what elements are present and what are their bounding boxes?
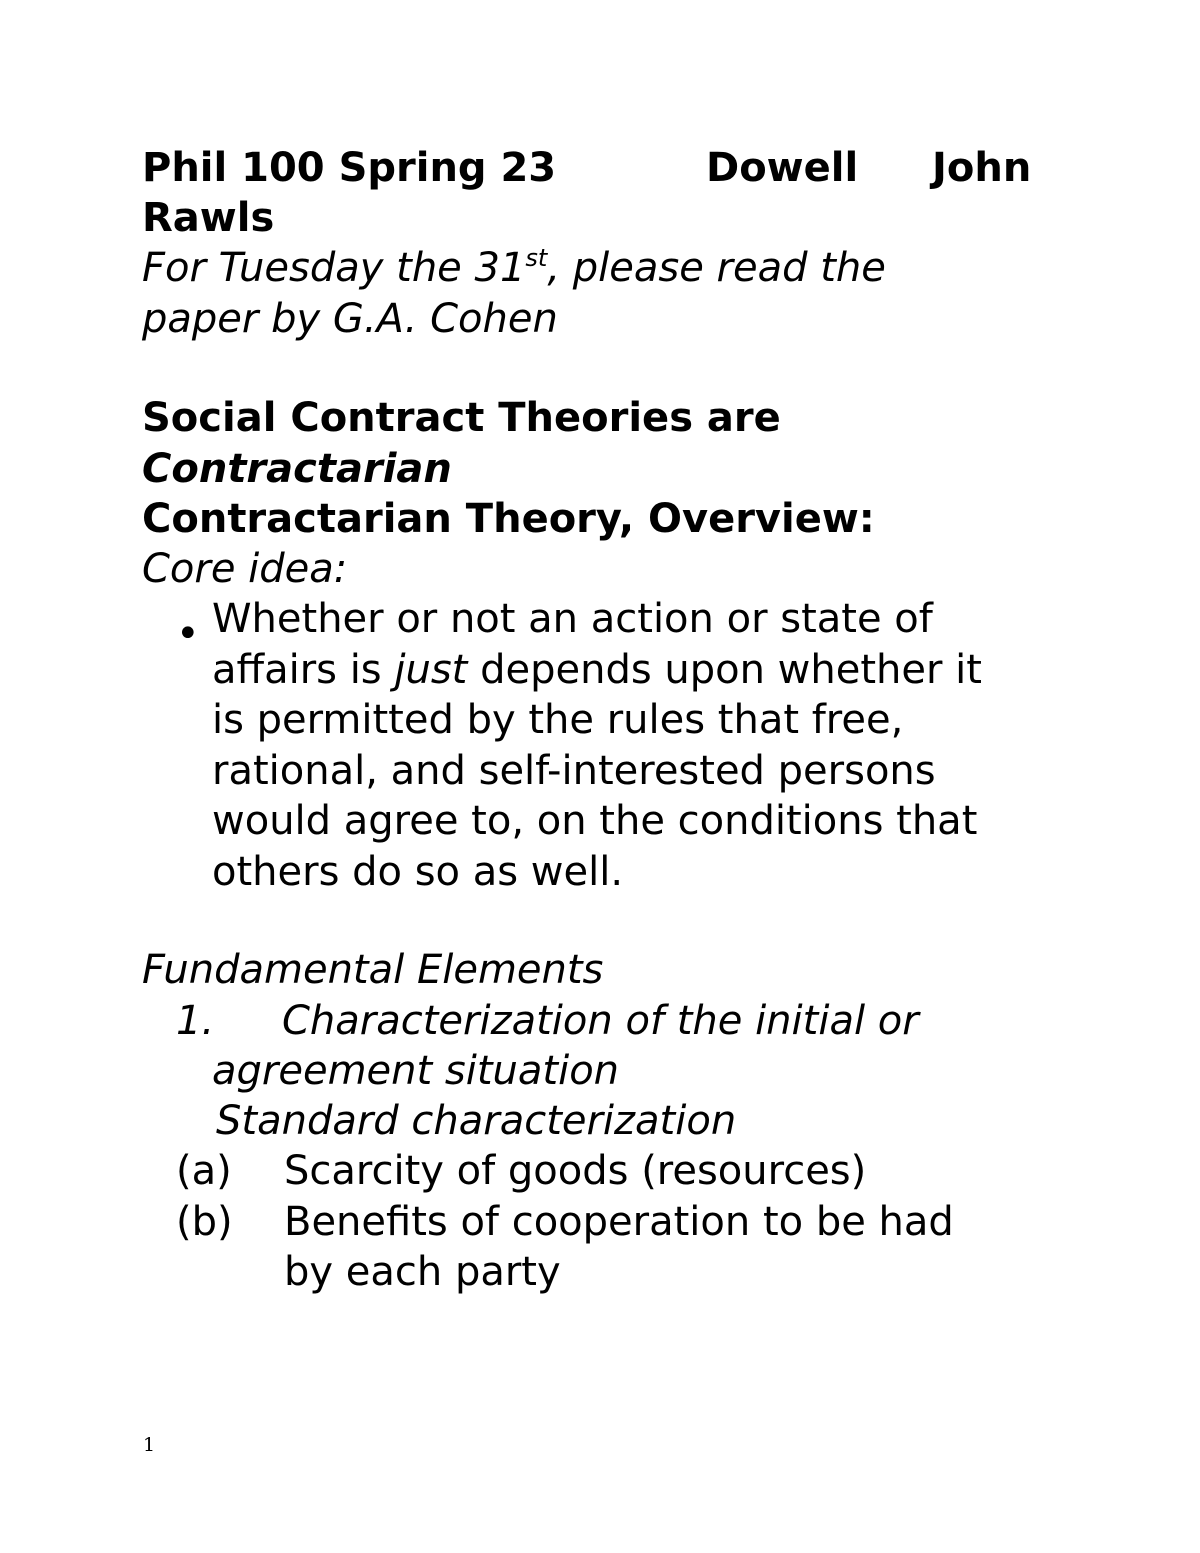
- course-title: Phil 100 Spring 23: [142, 145, 557, 191]
- item-1-line-1: Characterization of the initial or: [282, 998, 919, 1044]
- sub-item-b-line-2: by each party: [284, 1249, 561, 1295]
- bullet-line-3: is permitted by the rules that free,: [212, 697, 904, 743]
- item-1-line-2: agreement situation: [212, 1048, 620, 1094]
- standard-characterization-label: Standard characterization: [216, 1098, 737, 1144]
- bullet-line-2: affairs is just depends upon whether it: [212, 647, 982, 693]
- page-header: [142, 145, 557, 191]
- topic-last-name: Rawls: [142, 195, 275, 241]
- sub-item-a-text: Scarcity of goods (resources): [284, 1148, 867, 1194]
- overview-heading: Contractarian Theory, Overview:: [142, 496, 875, 542]
- ordinal-superscript: st: [525, 244, 548, 272]
- contractarian-term: Contractarian: [142, 446, 452, 492]
- assignment-line-2: paper by G.A. Cohen: [142, 296, 558, 342]
- sub-item-a-label: (a): [176, 1148, 232, 1194]
- bullet-line-4: rational, and self-interested persons: [212, 748, 936, 794]
- assignment-line-1: For Tuesday the 31st, please read the: [142, 244, 886, 291]
- fundamental-elements-heading: Fundamental Elements: [142, 947, 604, 993]
- bullet-line-1: Whether or not an action or state of: [212, 596, 933, 642]
- sub-item-b-line-1: Benefits of cooperation to be had: [284, 1199, 954, 1245]
- item-1-number: 1.: [176, 998, 215, 1044]
- sub-item-b-label: (b): [176, 1199, 233, 1245]
- page-number: 1: [143, 1434, 156, 1456]
- bullet-icon: •: [176, 611, 200, 657]
- bullet-line-6: others do so as well.: [212, 849, 624, 895]
- topic-first-name: John: [932, 145, 1032, 191]
- social-contract-heading: Social Contract Theories are: [142, 395, 781, 441]
- bullet-line-5: would agree to, on the conditions that: [212, 798, 978, 844]
- core-idea-label: Core idea:: [142, 546, 348, 592]
- emphasis-just: just: [394, 647, 468, 693]
- instructor-name: Dowell: [706, 145, 859, 191]
